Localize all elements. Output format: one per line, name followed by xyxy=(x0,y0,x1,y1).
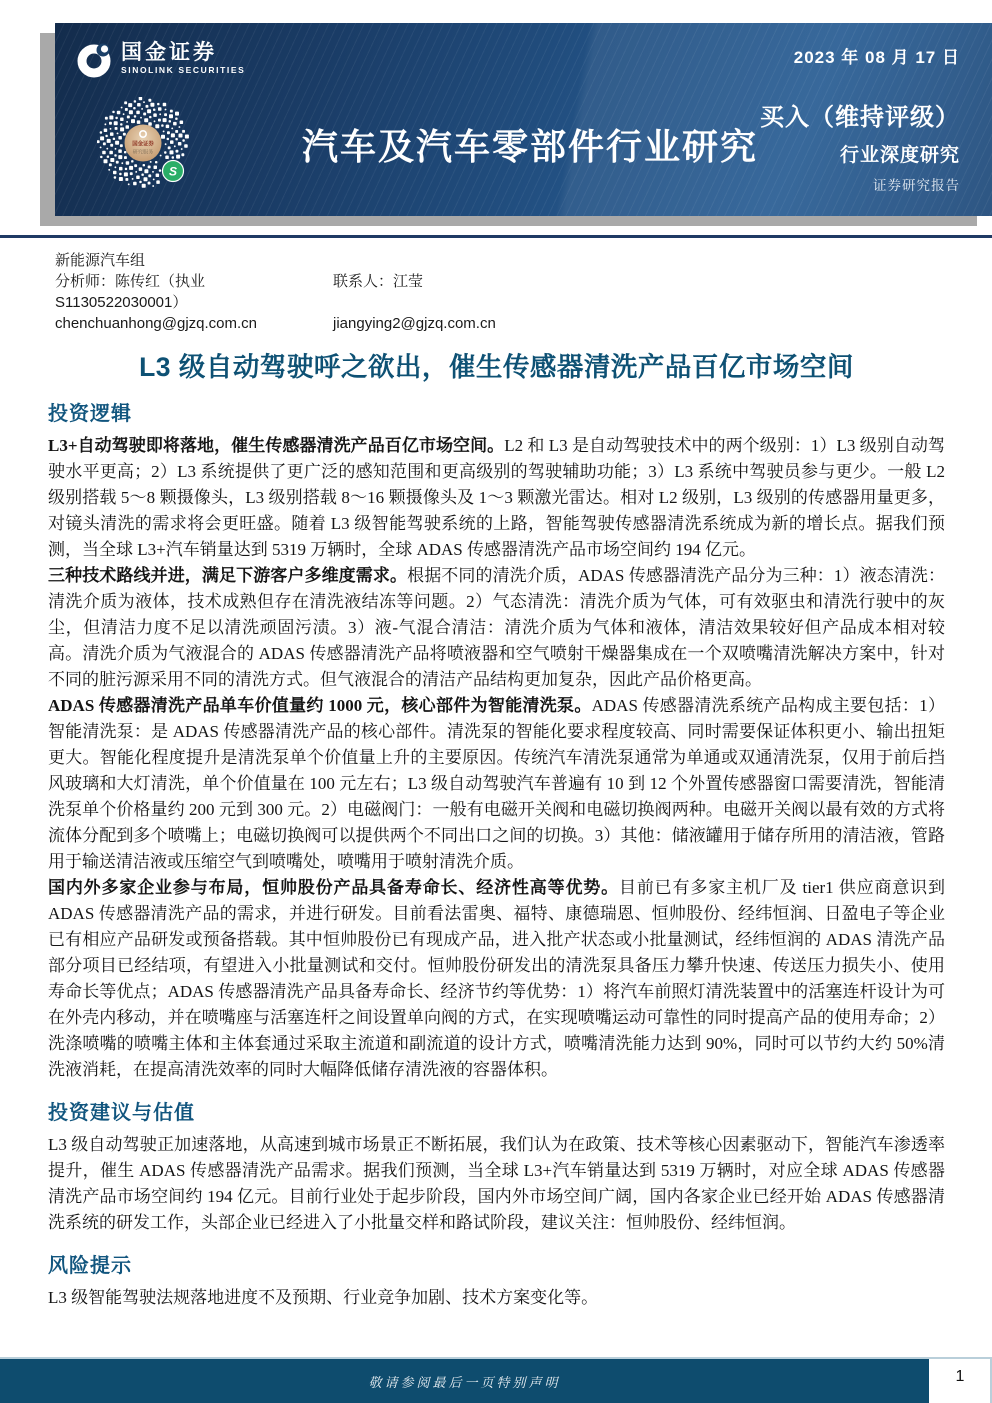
page-content xyxy=(48,250,945,1311)
header-banner xyxy=(55,23,992,216)
paragraph xyxy=(48,1132,945,1236)
paragraph-body: L3 级自动驾驶正加速落地，从高速到城市场景正不断拓展，我们认为在政策、技术等核心因素驱动下，智能汽车渗透率提升，催生 ADAS 传感器清洗产品需求。据我们预测，当全球 L3+汽车销量达到 5319 万辆时，对应全球 ADAS 传感器清洗产品市场空间约 194 亿元。目前行业处于起步阶段，国内外市场空间广阔，国内各家企业已经开始 ADAS 传感器清洗系统的研发工作，头部企业已经进入了小批量交样和路试阶段，建议关注：恒帅股份、经纬恒润。 xyxy=(48,1135,945,1232)
qr-center-line2: 研究服务 xyxy=(132,149,154,156)
contact-email-link[interactable]: jiangying2@gjzq.com.cn xyxy=(333,315,496,332)
paragraph xyxy=(48,1285,945,1311)
paragraph-lead: ADAS 传感器清洗产品单车价值量约 1000 元，核心部件为智能清洗泵。 xyxy=(48,696,592,715)
banner-title: 汽车及汽车零部件行业研究 xyxy=(301,126,758,167)
paragraph-lead: L3+自动驾驶即将落地，催生传感器清洗产品百亿市场空间。 xyxy=(48,436,505,455)
qr-code xyxy=(97,97,189,189)
analyst-block xyxy=(55,250,945,334)
paragraph-lead: 三种技术路线并进，满足下游客户多维度需求。 xyxy=(48,566,408,585)
section-heading-investment-logic: 投资逻辑 xyxy=(48,403,132,425)
paragraph-body: L3 级智能驾驶法规落地进度不及预期、行业竞争加剧、技术方案变化等。 xyxy=(48,1288,599,1307)
wechat-glyph: S xyxy=(168,164,178,179)
report-category-label: 证券研究报告 xyxy=(873,178,960,193)
paragraph-body: L2 和 L3 是自动驾驶技术中的两个级别：1）L3 级别自动驾驶水平更高；2）L3 系统提供了更广泛的感知范围和更高级别的驾驶辅助功能；3）L3 系统中驾驶员参与更少。一般 L2 级别搭载 5～8 颗摄像头，L3 级别搭载 8～16 颗摄像头及 1～3 颗激光雷达。相对 L2 级别，L3 级别的传感器用量更多，对镜头清洗的需求将会更旺盛。随着 L3 级智能驾驶系统的上路，智能驾驶传感器清洗系统成为新的增长点。据我们预测，当全球 L3+汽车销量达到 5319 万辆时，全球 ADAS 传感器清洗产品市场空间约 194 亿元。 xyxy=(48,436,945,559)
section-heading-risk: 风险提示 xyxy=(48,1255,132,1277)
page-number: 1 xyxy=(955,1368,965,1385)
logo-en-text: SINOLINK SECURITIES xyxy=(121,65,246,75)
sinolink-logo xyxy=(77,41,245,79)
sinolink-logo-mark-icon xyxy=(77,41,113,79)
footer-bar xyxy=(0,1359,929,1403)
report-date: 2023 年 08 月 17 日 xyxy=(793,48,960,67)
paragraph xyxy=(48,433,945,563)
paragraph-body: 根据不同的清洗介质，ADAS 传感器清洗产品分为三种：1）液态清洗：清洗介质为液体，技术成熟但存在清洗液结冻等问题。2）气态清洗：清洗介质为气体，可有效驱虫和清洗行驶中的灰尘，但清洁力度不足以清洗顽固污渍。3）液-气混合清洁：清洗介质为气体和液体，清洁效果较好但产品成本相对较高。清洗介质为气液混合的 ADAS 传感器清洗产品将喷液器和空气喷射干燥器集成在一个双喷嘴清洗解决方案中，针对不同的脏污源采用不同的清洗方式。但气液混合的清洁产品结构更加复杂，因此产品价格更高。 xyxy=(48,566,946,689)
paragraph xyxy=(48,875,945,1083)
contact-line: 联系人：江莹 xyxy=(333,273,424,290)
header-divider xyxy=(0,235,992,238)
logo-cn-text: 国金证券 xyxy=(121,41,217,64)
footer-disclaimer: 敬请参阅最后一页特别声明 xyxy=(368,1374,561,1390)
analyst-line: 分析师：陈传红（执业 S1130522030001） xyxy=(55,273,206,311)
qr-center-line1: 国金证券 xyxy=(132,141,154,148)
paragraph-body: ADAS 传感器清洗系统产品构成主要包括：1）智能清洗泵：是 ADAS 传感器清洗产品的核心部件。清洗泵的智能化要求程度较高、同时需要保证体积更小、输出扭矩更大。智能化程度提升是清洗泵单个价值量上升的主要原因。传统汽车清洗泵通常为单通或双通清洗泵，仅用于前后挡风玻璃和大灯清洗，单个价值量在 100 元左右；L3 级自动驾驶汽车普遍有 10 到 12 个外置传感器窗口需要清洗，智能清洗泵单个价格量约 200 元到 300 元。2）电磁阀门：一般有电磁开关阀和电磁切换阀两种。电磁开关阀以最有效的方式将流体分配到多个喷嘴上；电磁切换阀可以提供两个不同出口之间的切换。3）其他：储液罐用于储存所用的清洁液，管路用于输送清洁液或压缩空气到喷嘴处，喷嘴用于喷射清洗介质。 xyxy=(48,696,945,871)
rating-badge: 买入（维持评级） xyxy=(760,104,960,131)
paragraph xyxy=(48,693,945,875)
analyst-email-link[interactable]: chenchuanhong@gjzq.com.cn xyxy=(55,315,258,332)
section-heading-investment-advice: 投资建议与估值 xyxy=(48,1102,195,1124)
report-type-label: 行业深度研究 xyxy=(839,145,960,166)
analyst-team: 新能源汽车组 xyxy=(55,252,146,269)
document-title: L3 级自动驾驶呼之欲出，催生传感器清洗产品百亿市场空间 xyxy=(139,352,854,382)
paragraph-lead: 国内外多家企业参与布局，恒帅股份产品具备寿命长、经济性高等优势。 xyxy=(48,878,619,897)
paragraph xyxy=(48,563,945,693)
paragraph-body: 目前已有多家主机厂及 tier1 供应商意识到 ADAS 传感器清洗产品的需求，并进行研发。目前看法雷奥、福特、康德瑞恩、恒帅股份、经纬恒润、日盈电子等企业已有相应产品研发或预备搭载。其中恒帅股份已有现成产品，进入批产状态或小批量测试，经纬恒润的 ADAS 清洗产品部分项目已经结项，有望进入小批量测试和交付。恒帅股份研发出的清洗泵具备压力攀升快速、传送压力损失小、使用寿命长等优点；ADAS 传感器清洗产品具备寿命长、经济节约等优势：1）将汽车前照灯清洗装置中的活塞连杆设计为可在外壳内移动，并在喷嘴座与活塞连杆之间设置单向阀的方式，在实现喷嘴运动可靠性的同时提高产品的使用寿命；2）洗涤喷嘴的喷嘴主体和主体套通过采取主流道和副流道的设计方式，喷嘴清洗能力达到 90%，同时可以节约大约 50%清洗液消耗，在提高清洗效率的同时大幅降低储存清洗液的容器体积。 xyxy=(48,878,945,1079)
